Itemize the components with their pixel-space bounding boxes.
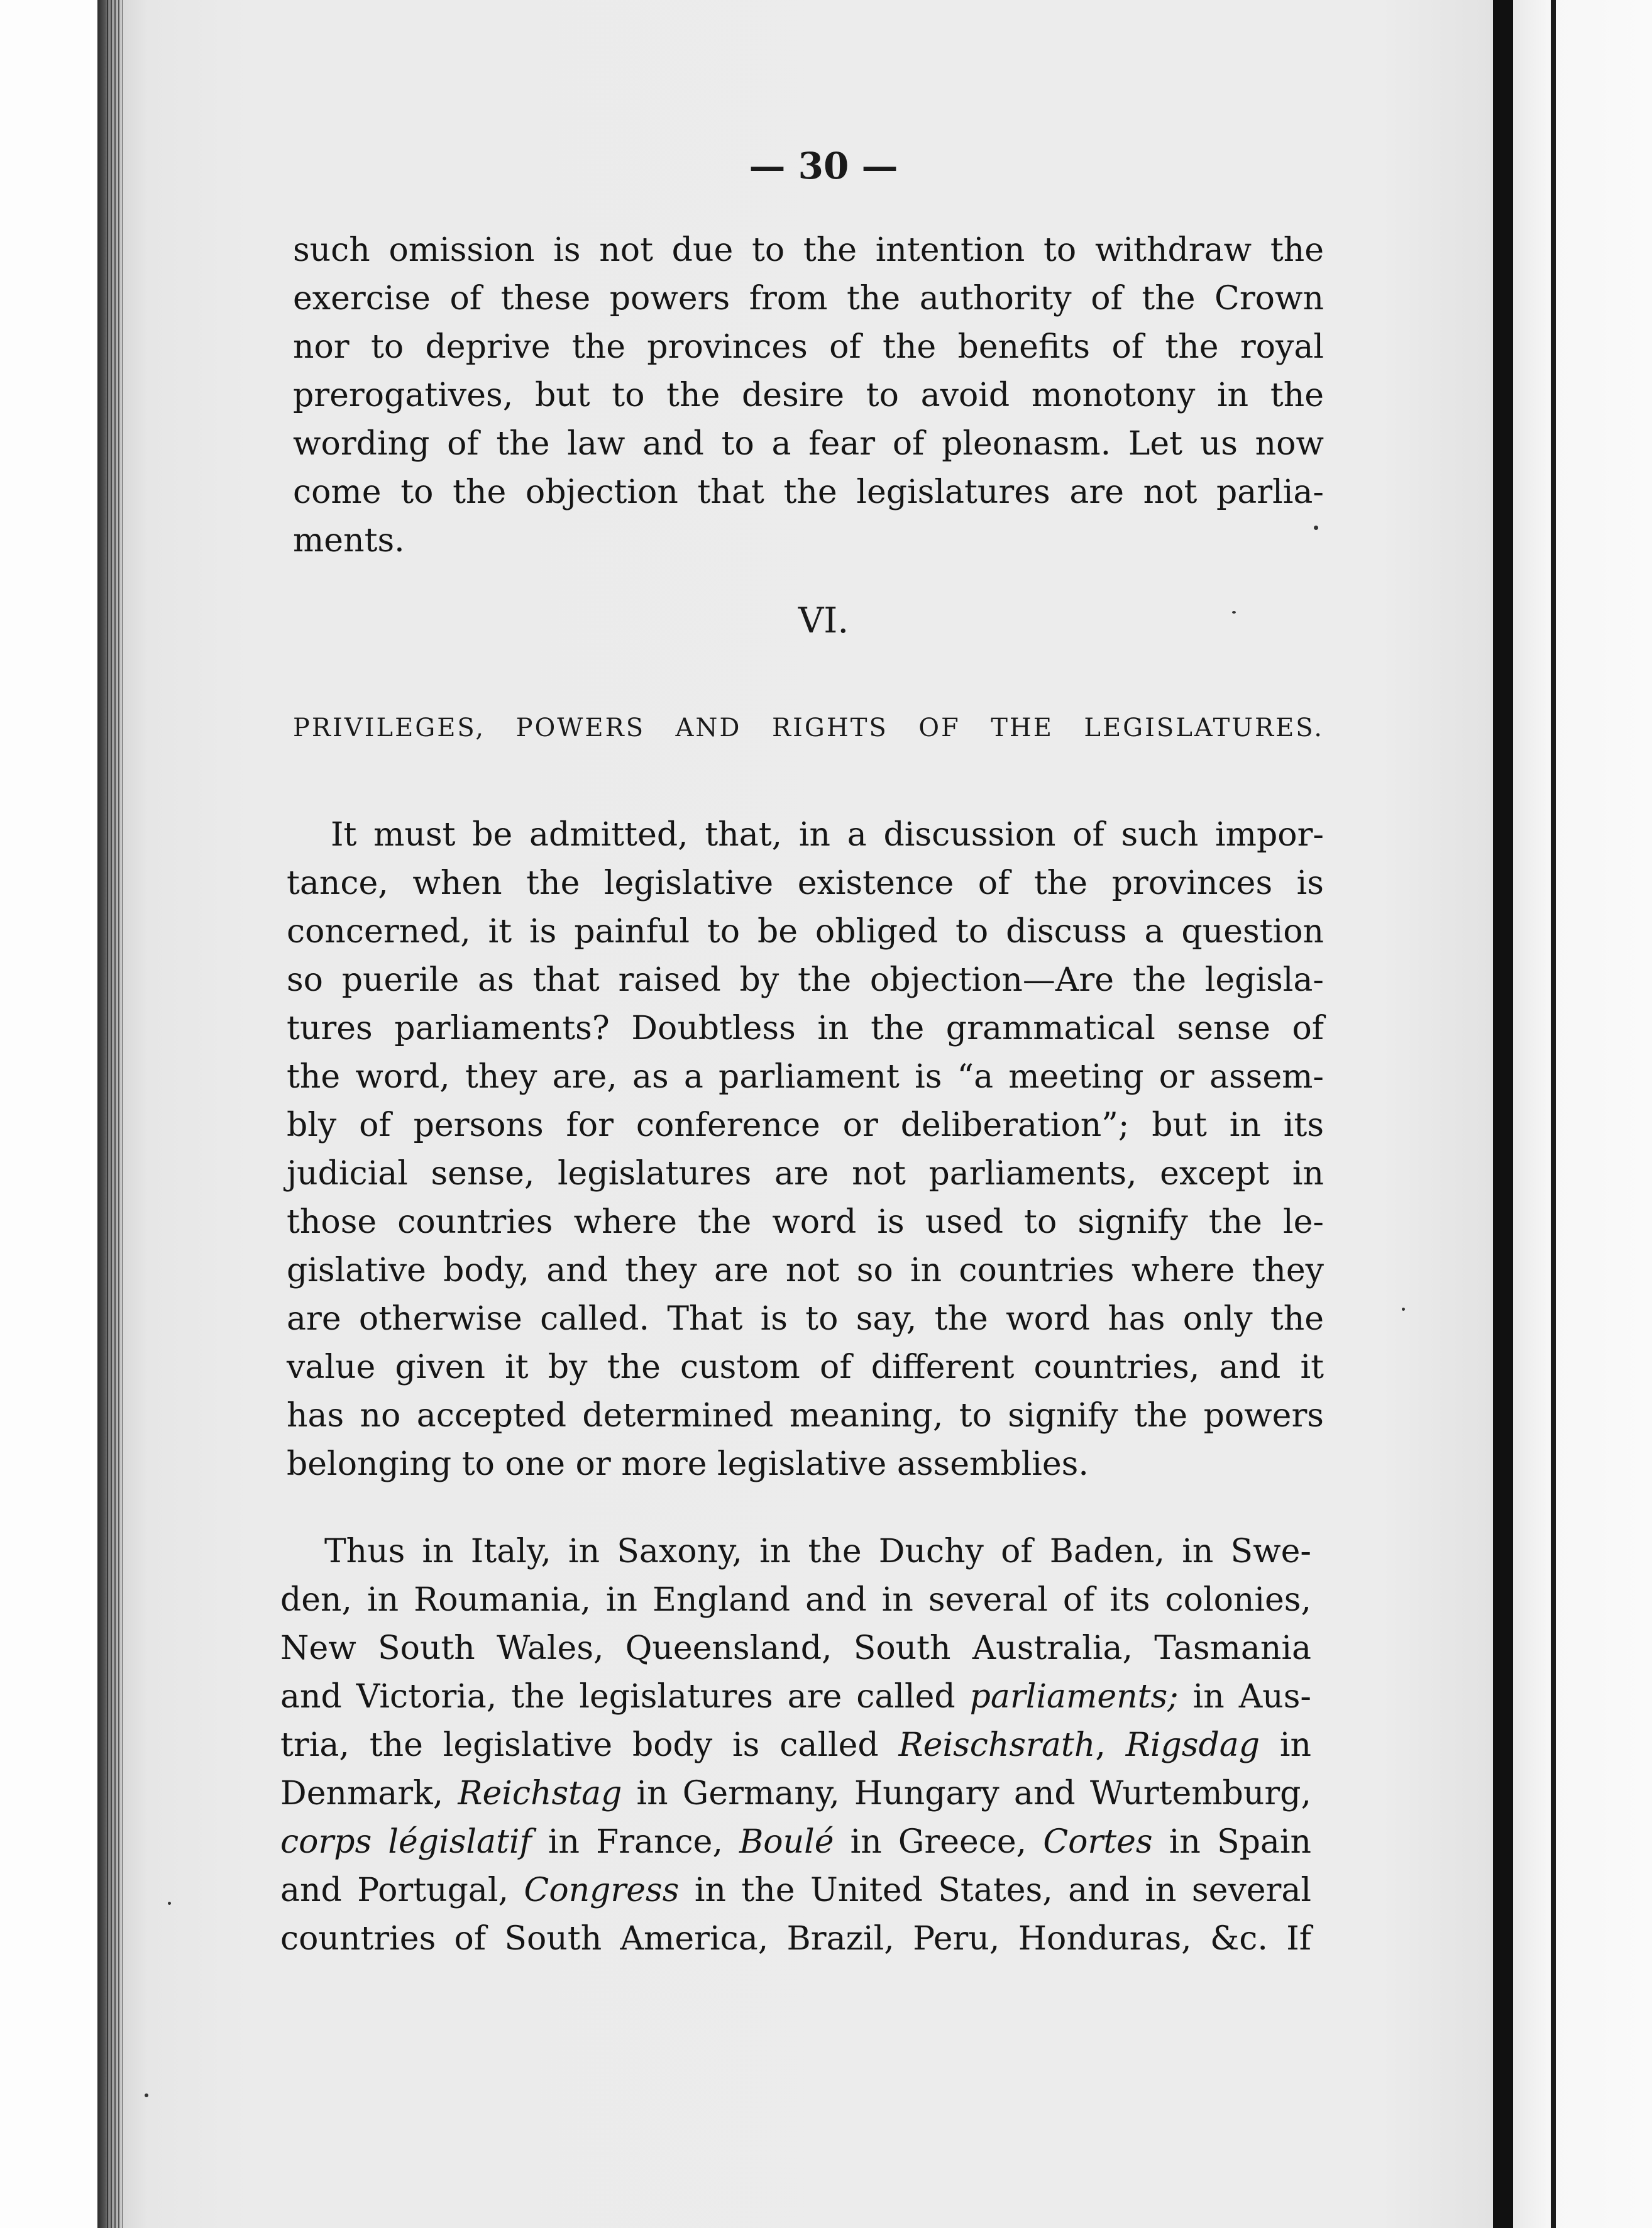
facing-page-edge [1551, 0, 1556, 2228]
text-line: belonging to one or more legislative assemblies. [287, 1445, 1089, 1483]
text-run: in Aus- [1178, 1678, 1311, 1716]
text-run: Denmark, [280, 1775, 458, 1812]
text-line: wording of the law and to a fear of pleonasm. Let us now [293, 425, 1324, 463]
text-line: exercise of these powers from the authority of the Crown [293, 280, 1324, 317]
text-run: in Greece, [834, 1823, 1044, 1861]
section-title: PRIVILEGES, POWERS AND RIGHTS OF THE LEGISLATURES. [293, 714, 1324, 742]
text-run: in the United States, and in several [679, 1872, 1312, 1909]
text-line [280, 1915, 1311, 1963]
text-line [280, 1818, 1311, 1867]
right-page-border [1493, 0, 1513, 2228]
facing-page-margin [1513, 0, 1652, 2228]
text-line: nor to deprive the provinces of the benefits of the royal [293, 328, 1324, 366]
text-run: , [1095, 1726, 1126, 1764]
text-line: value given it by the custom of different countries, and it [287, 1348, 1324, 1386]
intro-paragraph [293, 226, 1324, 565]
text-line: judicial sense, legislatures are not parliaments, except in [287, 1155, 1324, 1193]
text-line [280, 1624, 1311, 1673]
italic-term: Reichstag [458, 1775, 622, 1812]
text-line [280, 1528, 1311, 1576]
scan-speck [145, 2093, 148, 2097]
text-run: and Victoria, the legislatures are called [280, 1678, 970, 1716]
text-run: in [1260, 1726, 1312, 1764]
italic-term: corps législatif [280, 1823, 532, 1861]
text-line: prerogatives, but to the desire to avoid monotony in the [293, 377, 1324, 414]
text-line: gislative body, and they are not so in countries where they [287, 1252, 1324, 1289]
text-run: den, in Roumania, in England and in several of its colonies, [280, 1581, 1311, 1619]
text-run: in Germany, Hungary and Wurtemburg, [622, 1775, 1311, 1812]
text-line [280, 1576, 1311, 1624]
scan-speck [168, 1902, 171, 1905]
text-line: concerned, it is painful to be obliged to discuss a question [287, 913, 1324, 951]
italic-term: Congress [524, 1872, 680, 1909]
text-line: has no accepted determined meaning, to signify the powers [287, 1397, 1324, 1435]
text-run: in France, [531, 1823, 740, 1861]
text-line: come to the objection that the legislatures are not parlia- [293, 473, 1324, 511]
scan-speck [1232, 611, 1236, 614]
text-line: tance, when the legislative existence of the provinces is [287, 864, 1324, 902]
text-line [280, 1721, 1311, 1770]
text-line [280, 1673, 1311, 1721]
text-line: tures parliaments? Doubtless in the grammatical sense of [287, 1010, 1324, 1047]
text-line: ments. [293, 522, 405, 560]
text-line: those countries where the word is used to signify the le- [287, 1203, 1324, 1241]
text-line: It must be admitted, that, in a discussion of such impor- [331, 816, 1324, 854]
text-line: are otherwise called. That is to say, the word has only the [287, 1300, 1324, 1338]
text-run: and Portugal, [280, 1872, 524, 1909]
page-stack-edges [107, 0, 123, 2228]
section-number: VI. [798, 600, 849, 641]
text-run: countries of South America, Brazil, Peru, Honduras, &c. If [280, 1920, 1311, 1958]
italic-term: Rigsdag [1125, 1726, 1260, 1764]
text-run: New South Wales, Queensland, South Australia, Tasmania [280, 1630, 1311, 1667]
scan-speck [1402, 1308, 1405, 1311]
body-paragraph [287, 811, 1324, 1489]
text-line: the word, they are, as a parliament is “a meeting or assem- [287, 1058, 1324, 1096]
text-run: Thus in Italy, in Saxony, in the Duchy of Baden, in Swe- [324, 1533, 1311, 1570]
italic-term: parliaments; [969, 1678, 1179, 1716]
body-paragraph [280, 1528, 1311, 1963]
page-number: — 30 — [749, 145, 898, 187]
italic-term: Cortes [1043, 1823, 1153, 1861]
text-line [280, 1867, 1311, 1915]
text-run: in Spain [1152, 1823, 1311, 1861]
italic-term: Boulé [739, 1823, 834, 1861]
text-line: such omission is not due to the intention to withdraw the [293, 231, 1324, 269]
text-run: tria, the legislative body is called [280, 1726, 899, 1764]
text-line: so puerile as that raised by the objection—Are the legisla- [287, 961, 1324, 999]
text-line: bly of persons for conference or deliberation”; but in its [287, 1106, 1324, 1144]
text-line [280, 1770, 1311, 1818]
italic-term: Reischsrath [898, 1726, 1096, 1764]
